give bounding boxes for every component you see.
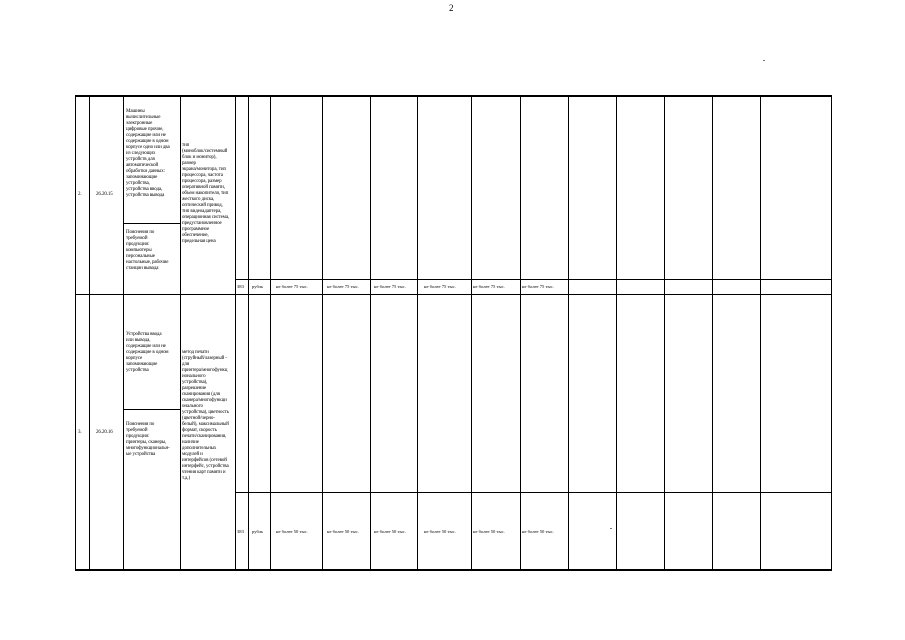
value-row-line bbox=[235, 279, 832, 280]
okei-code: 383 bbox=[237, 529, 244, 534]
value-row-line bbox=[235, 492, 832, 493]
value-cell: не более 50 тыс. bbox=[276, 529, 308, 534]
value-cell: не более 50 тыс. bbox=[374, 529, 406, 534]
column-line bbox=[123, 95, 124, 570]
column-line bbox=[248, 95, 249, 570]
product-explanation: Пояснения по требуемой продукции: принтеры, сканеры, многофункциональн- ые устройства bbox=[126, 422, 170, 457]
column-line bbox=[89, 95, 90, 570]
table-border-top bbox=[75, 95, 832, 97]
value-cell: не более 75 тыс. bbox=[276, 284, 308, 289]
product-explanation: Пояснения по требуемой продукции: компьютеры персональные настольные, рабочие станции вывода bbox=[126, 230, 169, 271]
value-cell: не более 75 тыс. bbox=[424, 284, 456, 289]
value-cell: не более 50 тыс. bbox=[522, 529, 554, 534]
name-cell-split bbox=[123, 409, 180, 410]
row-number: 3. bbox=[78, 430, 82, 435]
column-line bbox=[471, 95, 472, 570]
value-cell: не более 50 тыс. bbox=[424, 529, 456, 534]
column-line bbox=[664, 95, 665, 570]
product-name: Устройства ввода или вывода, содержащие или не содержащие в одном корпусе запоминающие устройства bbox=[126, 332, 169, 373]
column-line bbox=[417, 95, 418, 570]
unit-name: рубль bbox=[252, 529, 264, 534]
column-line bbox=[270, 95, 271, 570]
column-line bbox=[322, 95, 323, 570]
page-number: 2 bbox=[449, 3, 454, 13]
column-line bbox=[370, 95, 371, 570]
table-border-left bbox=[75, 95, 76, 570]
row-number: 2. bbox=[78, 192, 82, 197]
scan-speck bbox=[763, 60, 765, 61]
column-line bbox=[616, 95, 617, 570]
value-cell: не более 75 тыс. bbox=[374, 284, 406, 289]
column-line bbox=[568, 95, 569, 570]
column-line bbox=[520, 95, 521, 570]
okpd-code: 26.20.15 bbox=[96, 192, 113, 197]
table-border-right bbox=[831, 95, 832, 570]
okpd-code: 26.20.16 bbox=[96, 430, 113, 435]
product-name: Машины вычислительные электронные цифровые прочие, содержащие или не содержащие в одном корпусе одно или два из следующих устройств для автоматической обработки данных: запоминающие устройства, устройства ввода, устройства вывода bbox=[126, 109, 170, 198]
value-cell: не более 75 тыс. bbox=[327, 284, 359, 289]
row-separator bbox=[75, 294, 832, 295]
value-cell: не более 50 тыс. bbox=[327, 529, 359, 534]
table-border-bottom bbox=[75, 569, 832, 571]
value-cell: не более 50 тыс. bbox=[473, 529, 505, 534]
product-characteristics: метод печати (струйный/лазерный - для принтера/многофункц ионального устройства), разрешение сканирования (для сканера/многофункци онального устройства), цветность (цветной/черно- белый), максимальный формат, скорость печати/сканирования, наличие дополнительных модулей и интерфейсов (сетевой интерфейс, устройства чтения карт памяти и т.д.) bbox=[182, 350, 229, 481]
name-cell-split bbox=[123, 223, 180, 224]
value-cell: не более 75 тыс. bbox=[473, 284, 505, 289]
unit-name: рубль bbox=[252, 284, 264, 289]
okei-code: 383 bbox=[237, 284, 244, 289]
column-line bbox=[712, 95, 713, 570]
value-cell: не более 75 тыс. bbox=[522, 284, 554, 289]
requirements-table bbox=[75, 95, 832, 570]
column-line bbox=[760, 95, 761, 570]
product-characteristics: тип (моноблок/системный блок и монитор), размер экрана/монитора, тип процессора, частота процессора, размер оперативной памяти, объем накопителя, тип жесткого диска, оптический привод, тип видеоадаптера, операционная система, предустановленное программное обеспечение, предельная цена bbox=[182, 143, 230, 244]
